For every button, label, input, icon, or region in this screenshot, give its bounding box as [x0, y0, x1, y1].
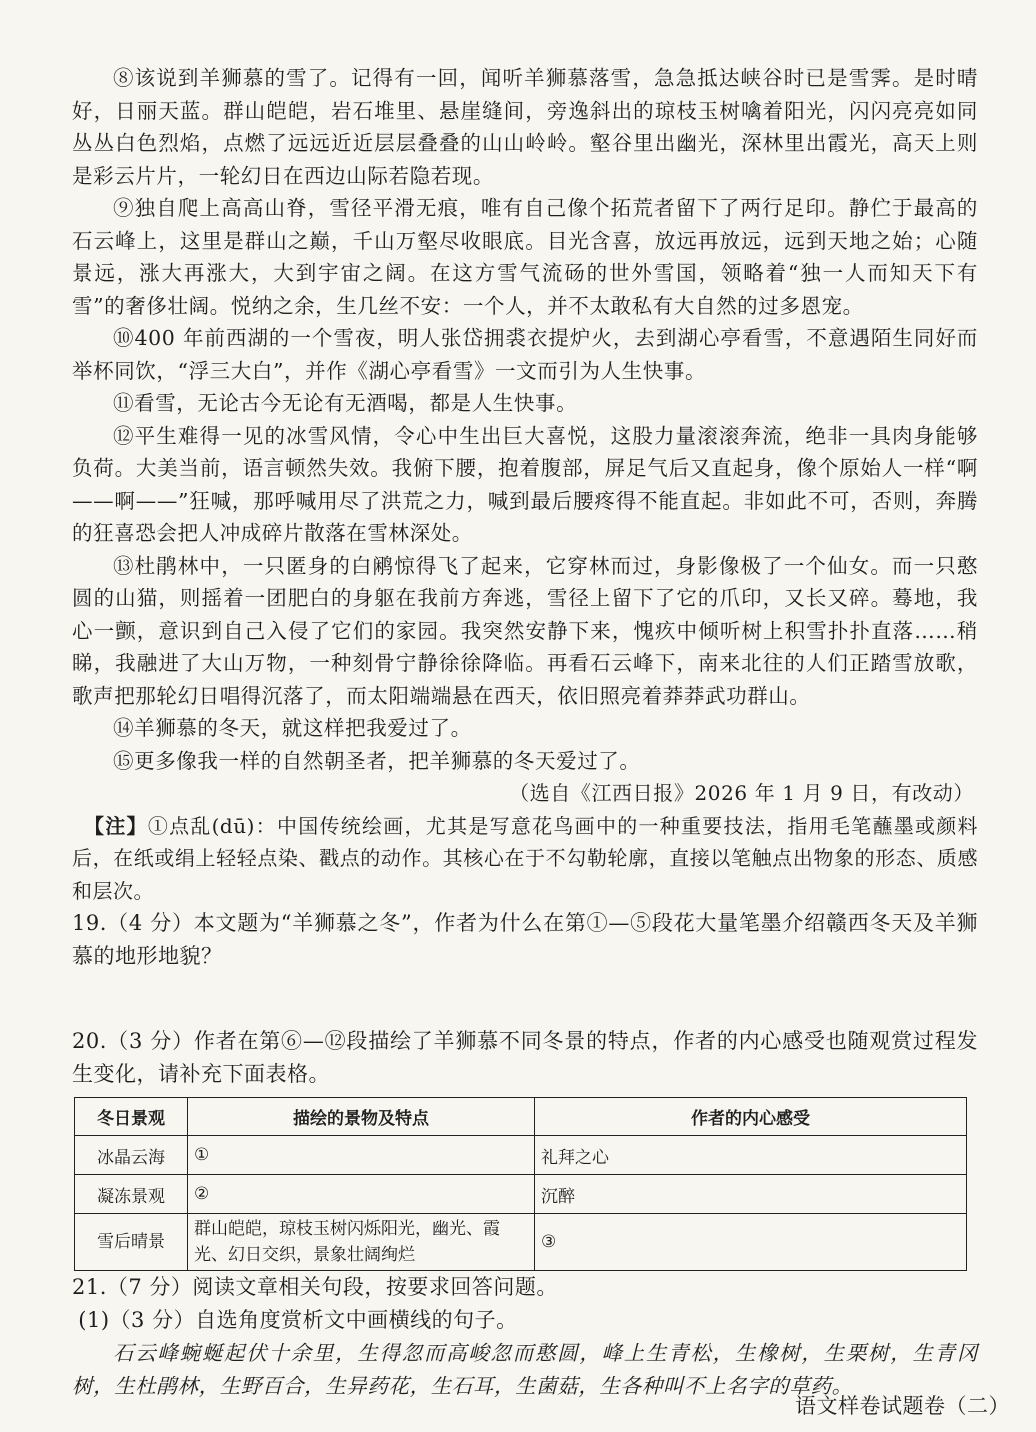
table-cell: ①	[188, 1136, 535, 1175]
note-text: ①点乱(dū)：中国传统绘画，尤其是写意花鸟画中的一种重要技法，指用毛笔蘸墨或颜料后，在纸或绢上轻轻点染、戳点的动作。其核心在于不勾勒轮廓，直接以笔触点出物象的形态、质感和层次。	[72, 813, 979, 903]
paragraph-15: ⑮更多像我一样的自然朝圣者，把羊狮慕的冬天爱过了。	[113, 748, 641, 773]
question-21-part-1: (1)（3 分）自选角度赏析文中画横线的句子。	[78, 1308, 518, 1332]
paragraph-9: ⑨独自爬上高高山脊，雪径平滑无痕，唯有自己像个拓荒者留下了两行足印。静伫于最高的石云峰上，这里是群山之巅，千山万壑尽收眼底。目光含喜，放远再放远，远到天地之始；心随景远，涨大再涨大，大到宇宙之阔。在这方雪气流砀的世外雪国，领略着“独一人而知天下有雪”的奢侈壮阔。悦纳之余，生几丝不安：一个人，并不太敢私有大自然的过多恩宠。	[72, 196, 978, 318]
note-label: 【注】	[84, 813, 148, 838]
answer-table	[74, 1097, 967, 1271]
source-citation: （选自《江西日报》2026 年 1 月 9 日，有改动）	[509, 781, 974, 805]
paragraph-8: ⑧该说到羊狮慕的雪了。记得有一回，闻听羊狮慕落雪，急急抵达峡谷时已是雪霁。是时晴好，日丽天蓝。群山皑皑，岩石堆里、悬崖缝间，旁逸斜出的琼枝玉树噙着阳光，闪闪亮亮如同丛丛白色烈焰，点燃了远远近近层层叠叠的山山岭岭。壑谷里出幽光，深林里出霞光，高天上则是彩云片片，一轮幻日在西边山际若隐若现。	[72, 66, 978, 188]
table-cell: 群山皑皑，琼枝玉树闪烁阳光，幽光、霞光、幻日交织，景象壮阔绚烂	[188, 1214, 535, 1271]
table-cell: 冰晶云海	[75, 1136, 188, 1175]
table-header: 冬日景观	[75, 1098, 188, 1136]
table-header: 作者的内心感受	[535, 1098, 967, 1136]
table-cell: 礼拜之心	[535, 1136, 967, 1175]
table-cell: ②	[188, 1175, 535, 1214]
question-21: 21.（7 分）阅读文章相关句段，按要求回答问题。	[72, 1275, 558, 1299]
table-cell: 凝冻景观	[75, 1175, 188, 1214]
question-19: 19.（4 分）本文题为“羊狮慕之冬”，作者为什么在第①—⑤段花大量笔墨介绍赣西冬天及羊狮慕的地形地貌？	[72, 911, 978, 968]
page-footer: 语文样卷试题卷（二）	[795, 1394, 1010, 1418]
question-21-passage: 石云峰蜿蜒起伏十余里，生得忽而高峻忽而憨圆，峰上生青松，生橡树，生栗树，生青冈树，生杜鹃林，生野百合，生异药花，生石耳，生菌菇，生各种叫不上名字的草药。	[72, 1341, 978, 1398]
table-cell: 沉醉	[535, 1175, 967, 1214]
table-cell: ③	[535, 1214, 967, 1271]
table-row	[75, 1136, 967, 1175]
annotation-note	[72, 810, 978, 908]
table-cell: 雪后晴景	[75, 1214, 188, 1271]
table-header-row	[75, 1098, 967, 1136]
paragraph-13: ⑬杜鹃林中，一只匿身的白鹇惊得飞了起来，它穿林而过，身影像极了一个仙女。而一只憨圆的山猫，则摇着一团肥白的身躯在我前方奔逃，雪径上留下了它的爪印，又长又碎。蓦地，我心一颤，意识到自己入侵了它们的家园。我突然安静下来，愧疚中倾听树上积雪扑扑直落……稍睇，我融进了大山万物，一种刻骨宁静徐徐降临。再看石云峰下，南来北往的人们正踏雪放歌，歌声把那轮幻日唱得沉落了，而太阳端端悬在西天，依旧照亮着莽莽武功群山。	[72, 553, 978, 708]
question-20: 20.（3 分）作者在第⑥—⑫段描绘了羊狮慕不同冬景的特点，作者的内心感受也随观赏过程发生变化，请补充下面表格。	[72, 1029, 978, 1086]
paragraph-14: ⑭羊狮慕的冬天，就这样把我爱过了。	[113, 716, 472, 740]
table-row	[75, 1214, 967, 1271]
paragraph-12: ⑫平生难得一见的冰雪风情，令心中生出巨大喜悦，这股力量滚滚奔流，绝非一具肉身能够负荷。大美当前，语言顿然失效。我俯下腰，抱着腹部，屏足气后又直起身，像个原始人一样“啊——啊——”狂喊，那呼喊用尽了洪荒之力，喊到最后腰疼得不能直起。非如此不可，否则，奔腾的狂喜恐会把人冲成碎片散落在雪林深处。	[72, 423, 978, 545]
table-row	[75, 1175, 967, 1214]
answer-space-19	[72, 973, 978, 1025]
article-body	[72, 62, 978, 777]
table-header: 描绘的景物及特点	[188, 1098, 535, 1136]
paragraph-11: ⑪看雪，无论古今无论有无酒喝，都是人生快事。	[113, 391, 578, 415]
paragraph-10: ⑩400 年前西湖的一个雪夜，明人张岱拥裘衣提炉火，去到湖心亭看雪，不意遇陌生同好而举杯同饮，“浮三大白”，并作《湖心亭看雪》一文而引为人生快事。	[72, 326, 978, 383]
